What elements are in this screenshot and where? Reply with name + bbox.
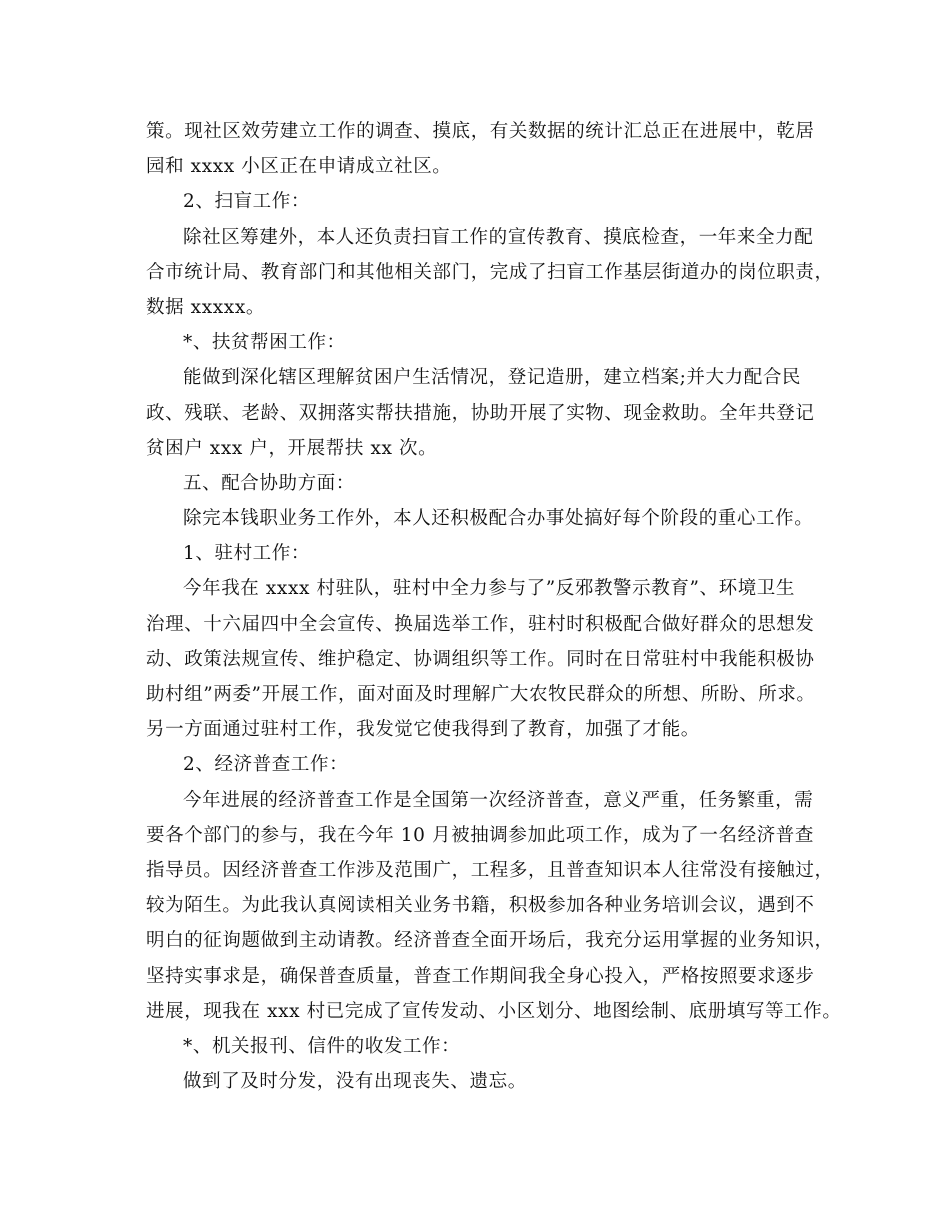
text-line: 明白的征询题做到主动请教。经济普查全面开场后，我充分运用掌握的业务知识， [146, 930, 834, 952]
text-line: *、机关报刊、信件的收发工作： [183, 1035, 461, 1057]
text-line: 治理、十六届四中全会宣传、换届选举工作，驻村时积极配合做好群众的思想发 [146, 613, 815, 635]
text-line: 今年进展的经济普查工作是全国第一次经济普查，意义严重，任务繁重，需 [183, 789, 814, 811]
text-line: 五、配合协助方面： [183, 472, 355, 494]
text-line: 除完本钱职业务工作外，本人还积极配合办事处搞好每个阶段的重心工作。 [183, 508, 814, 530]
text-line: 贫困户 xxx 户，开展帮扶 xx 次。 [146, 437, 438, 459]
text-line: 进展，现我在 xxx 村已完成了宣传发动、小区划分、地图绘制、底册填写等工作。 [146, 1000, 842, 1022]
text-line: 能做到深化辖区理解贫困户生活情况，登记造册，建立档案;并大力配合民 [183, 367, 802, 389]
text-line: 动、政策法规宣传、维护稳定、协调组织等工作。同时在日常驻村中我能积极协 [146, 648, 815, 670]
text-line: 2、经济普查工作： [183, 754, 349, 776]
text-line: 2、扫盲工作： [183, 191, 310, 213]
text-line: 园和 xxxx 小区正在申请成立社区。 [146, 156, 452, 178]
text-line: 要各个部门的参与，我在今年 10 月被抽调参加此项工作，成为了一名经济普查 [146, 824, 815, 846]
text-line: 1、驻村工作： [183, 543, 310, 565]
document-body [146, 114, 842, 1099]
text-line: 合市统计局、教育部门和其他相关部门，完成了扫盲工作基层街道办的岗位职责， [146, 261, 834, 283]
text-line: 坚持实事求是，确保普查质量，普查工作期间我全身心投入，严格按照要求逐步 [146, 965, 815, 987]
text-line: 除社区筹建外，本人还负责扫盲工作的宣传教育、摸底检查，一年来全力配 [183, 226, 814, 248]
text-line: 指导员。因经济普查工作涉及范围广，工程多，且普查知识本人往常没有接触过， [146, 859, 834, 881]
text-line: 较为陌生。为此我认真阅读相关业务书籍，积极参加各种业务培训会议，遇到不 [146, 895, 815, 917]
text-line: *、扶贫帮困工作： [183, 332, 346, 354]
text-line: 政、残联、老龄、双拥落实帮扶措施，协助开展了实物、现金救助。全年共登记 [146, 402, 815, 424]
text-line: 做到了及时分发，没有出现丧失、遗忘。 [183, 1071, 527, 1093]
text-line: 另一方面通过驻村工作，我发觉它使我得到了教育，加强了才能。 [146, 719, 700, 741]
text-line: 助村组”两委”开展工作，面对面及时理解广大农牧民群众的所想、所盼、所求。 [146, 684, 816, 705]
text-line: 今年我在 xxxx 村驻队，驻村中全力参与了”反邪教警示教育”、环境卫生 [183, 578, 796, 600]
text-line: 策。现社区效劳建立工作的调查、摸底，有关数据的统计汇总正在进展中，乾居 [146, 121, 815, 142]
text-line: 数据 xxxxx。 [146, 296, 265, 318]
